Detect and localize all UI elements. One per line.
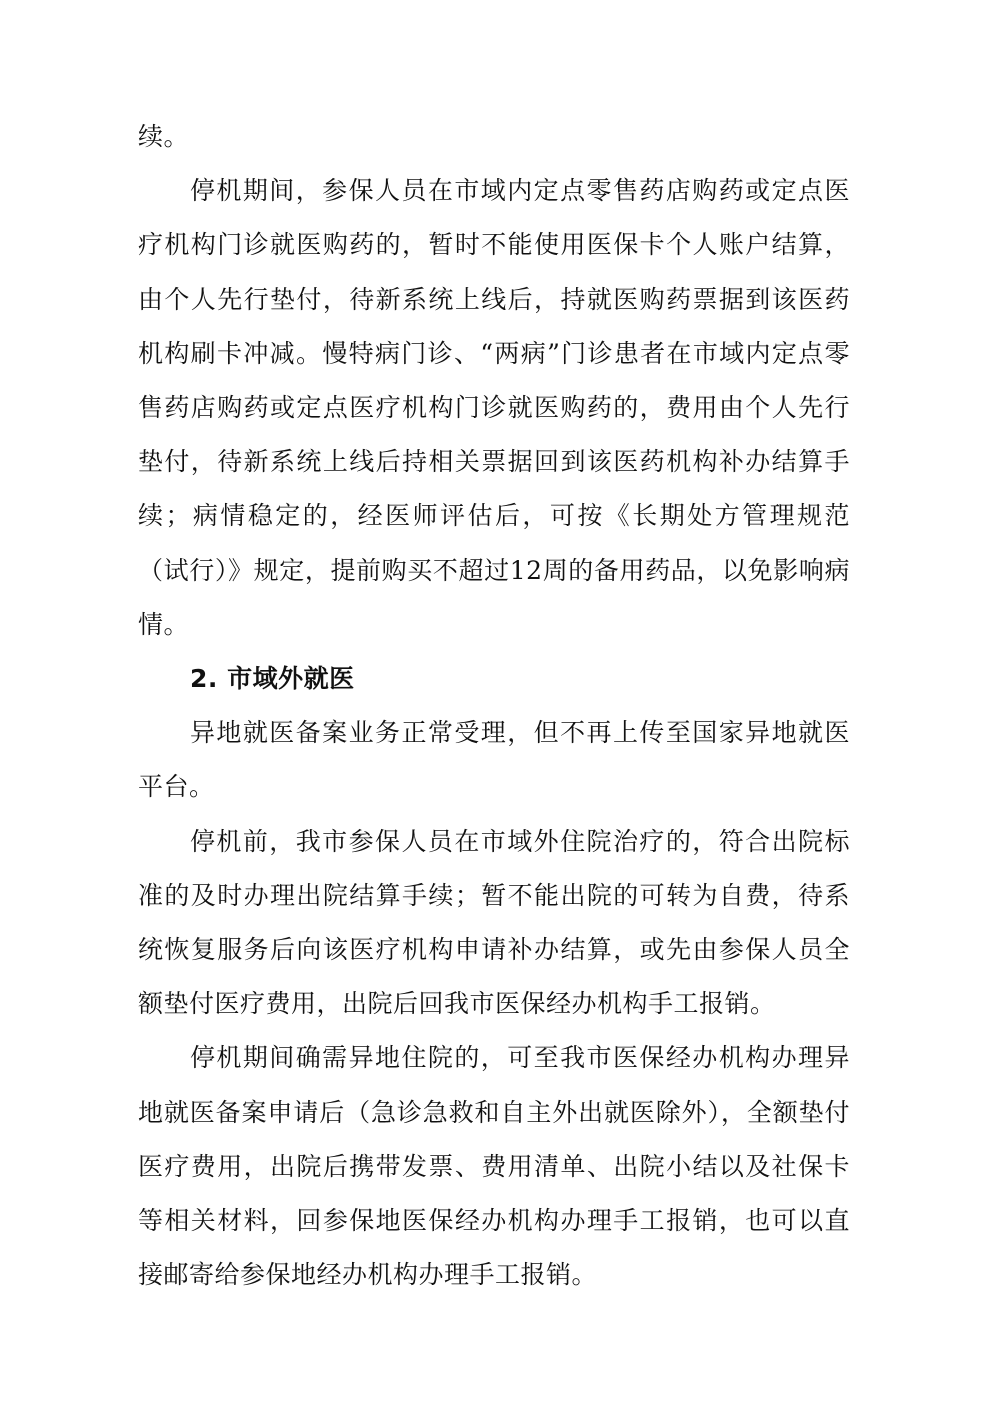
paragraph-continuation: 续。 xyxy=(138,122,190,151)
document-page xyxy=(138,110,850,1302)
section-heading-outside-city: 2. 市域外就医 xyxy=(190,664,355,694)
paragraph-during-downtime-remote: 停机期间确需异地住院的，可至我市医保经办机构办理异地就医备案申请后（急诊急救和自主外出就医除外），全额垫付医疗费用，出院后携带发票、费用清单、出院小结以及社保卡等相关材料，回参保地医保经办机构办理手工报销，也可以直接邮寄给参保地经办机构办理手工报销。 xyxy=(138,1043,850,1290)
paragraph-downtime-local-purchase: 停机期间，参保人员在市域内定点零售药店购药或定点医疗机构门诊就医购药的，暂时不能使用医保卡个人账户结算，由个人先行垫付，待新系统上线后，持就医购药票据到该医药机构刷卡冲减。慢特病门诊、“两病”门诊患者在市域内定点零售药店购药或定点医疗机构门诊就医购药的，费用由个人先行垫付，待新系统上线后持相关票据回到该医药机构补办结算手续；病情稳定的，经医师评估后，可按《长期处方管理规范（试行）》规定，提前购买不超过12周的备用药品，以免影响病情。 xyxy=(138,176,850,639)
paragraph-remote-registration: 异地就医备案业务正常受理，但不再上传至国家异地就医平台。 xyxy=(138,718,850,802)
paragraph-before-downtime: 停机前，我市参保人员在市域外住院治疗的，符合出院标准的及时办理出院结算手续；暂不能出院的可转为自费，待系统恢复服务后向该医疗机构申请补办结算，或先由参保人员全额垫付医疗费用，出院后回我市医保经办机构手工报销。 xyxy=(138,826,850,1019)
